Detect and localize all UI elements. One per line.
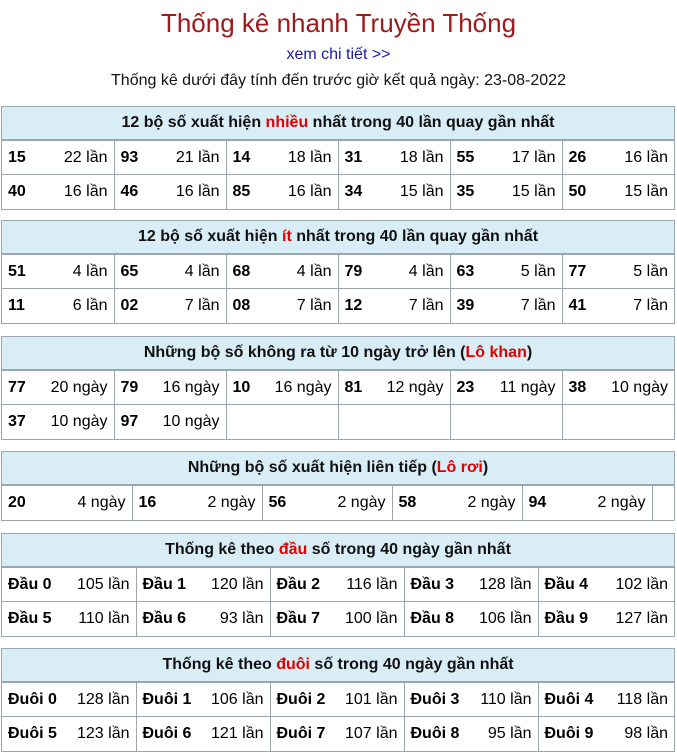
empty-cell: [652, 486, 674, 520]
stat-cell: [404, 568, 538, 602]
stat-count: 2 ngày: [337, 493, 386, 511]
lo-khan-block: [1, 336, 675, 440]
least-frequent-table: [2, 254, 674, 323]
stat-number: 85: [232, 182, 251, 200]
stat-count: 16 lần: [175, 182, 220, 200]
page-title: Thống kê nhanh Truyền Thống: [160, 8, 517, 38]
stat-cell: [450, 141, 562, 175]
stat-number: 08: [232, 296, 251, 314]
table-row: [2, 683, 674, 717]
stat-count: 6 lần: [72, 296, 108, 314]
stat-cell: [226, 175, 338, 209]
stat-cell: [338, 175, 450, 209]
stat-cell: [2, 141, 114, 175]
stat-number: 10: [232, 378, 251, 396]
stat-number: 65: [120, 262, 139, 280]
stat-count: 16 lần: [287, 182, 332, 200]
stat-number: Đuôi 8: [410, 724, 460, 742]
stat-count: 16 ngày: [274, 378, 332, 396]
stat-cell: [404, 683, 538, 717]
stat-number: Đầu 1: [142, 575, 187, 593]
stat-number: 97: [120, 412, 139, 430]
stat-count: 7 lần: [184, 296, 220, 314]
least-frequent-heading: 12 bộ số xuất hiện ít nhất trong 40 lần quay gần nhất: [2, 221, 674, 254]
stat-cell: [538, 717, 674, 751]
stat-count: 15 lần: [399, 182, 444, 200]
lo-roi-heading: Những bộ số xuất hiện liên tiếp (Lô rơi): [2, 452, 674, 485]
stat-number: Đầu 7: [276, 609, 321, 627]
stat-count: 12 ngày: [386, 378, 444, 396]
stat-number: 11: [8, 296, 25, 314]
table-row: [2, 602, 674, 636]
stat-count: 17 lần: [511, 148, 556, 166]
stat-count: 106 lần: [211, 690, 264, 708]
page-subtitle: Thống kê dưới đây tính đến trước giờ kết quả ngày: 23-08-2022: [111, 72, 566, 89]
stat-count: 107 lần: [345, 724, 398, 742]
stat-count: 2 ngày: [207, 493, 256, 511]
dau-stats-heading: Thống kê theo đầu số trong 40 ngày gần nhất: [2, 534, 674, 567]
stat-cell: [136, 683, 270, 717]
stat-number: 41: [568, 296, 587, 314]
stat-count: 7 lần: [408, 296, 444, 314]
stat-cell: [136, 568, 270, 602]
stat-cell: [270, 683, 404, 717]
detail-link[interactable]: xem chi tiết >>: [286, 46, 391, 63]
stat-cell: [2, 405, 114, 439]
stat-cell: [338, 255, 450, 289]
lo-roi-block: [1, 451, 675, 521]
stat-number: 38: [568, 378, 587, 396]
stat-cell: [538, 602, 674, 636]
stat-count: 7 lần: [633, 296, 668, 314]
stat-count: 102 lần: [615, 575, 668, 593]
table-row: [2, 141, 674, 175]
stat-count: 4 lần: [184, 262, 220, 280]
stat-number: 26: [568, 148, 587, 166]
stat-cell: [226, 255, 338, 289]
most-frequent-table: [2, 140, 674, 209]
stat-cell: [392, 486, 522, 520]
stat-number: 20: [8, 493, 26, 511]
stat-count: 5 lần: [520, 262, 556, 280]
stat-number: 37: [8, 412, 26, 430]
stat-cell: [338, 289, 450, 323]
empty-cell: [562, 405, 674, 439]
stat-cell: [338, 371, 450, 405]
stat-cell: [270, 568, 404, 602]
stat-cell: [450, 255, 562, 289]
stat-cell: [538, 683, 674, 717]
stat-count: 105 lần: [77, 575, 130, 593]
stat-count: 15 lần: [511, 182, 556, 200]
stat-count: 22 lần: [63, 148, 108, 166]
stat-number: 39: [456, 296, 475, 314]
stat-count: 21 lần: [175, 148, 220, 166]
stat-cell: [114, 141, 226, 175]
stat-cell: [114, 405, 226, 439]
stat-number: Đuôi 5: [8, 724, 57, 742]
table-row: [2, 717, 674, 751]
stat-cell: [562, 371, 674, 405]
stat-count: 10 ngày: [611, 378, 668, 396]
stat-count: 118 lần: [616, 690, 668, 708]
stat-number: Đuôi 4: [544, 690, 594, 708]
stat-number: 35: [456, 182, 475, 200]
lo-khan-table: [2, 370, 674, 439]
duoi-stats-heading: Thống kê theo đuôi số trong 40 ngày gần nhất: [2, 649, 674, 682]
table-row: [2, 175, 674, 209]
stat-cell: [522, 486, 652, 520]
stat-number: Đầu 0: [8, 575, 52, 593]
duoi-stats-block: [1, 648, 675, 752]
stat-number: Đầu 5: [8, 609, 52, 627]
stat-number: Đuôi 2: [276, 690, 326, 708]
stat-cell: [2, 683, 136, 717]
stat-number: 46: [120, 182, 139, 200]
stat-cell: [114, 175, 226, 209]
stat-number: 16: [138, 493, 157, 511]
stat-number: 15: [8, 148, 26, 166]
stat-number: 79: [120, 378, 139, 396]
stat-number: 34: [344, 182, 363, 200]
stat-count: 11 ngày: [499, 378, 556, 396]
stat-cell: [2, 602, 136, 636]
stat-cell: [114, 371, 226, 405]
most-frequent-heading: 12 bộ số xuất hiện nhiều nhất trong 40 lần quay gần nhất: [2, 107, 674, 140]
stat-cell: [2, 568, 136, 602]
stat-number: 63: [456, 262, 475, 280]
stat-cell: [226, 141, 338, 175]
stat-count: 16 lần: [624, 148, 668, 166]
stat-cell: [136, 602, 270, 636]
stat-count: 123 lần: [77, 724, 130, 742]
stat-number: Đầu 4: [544, 575, 589, 593]
dau-stats-table: [2, 567, 674, 636]
stat-count: 4 lần: [408, 262, 444, 280]
stat-number: 55: [456, 148, 475, 166]
stat-cell: [270, 602, 404, 636]
most-frequent-block: [1, 106, 675, 210]
stat-number: 58: [398, 493, 417, 511]
stat-count: 93 lần: [219, 609, 264, 627]
stat-number: 77: [568, 262, 587, 280]
stat-number: 79: [344, 262, 363, 280]
stat-cell: [2, 486, 132, 520]
stat-number: 02: [120, 296, 139, 314]
stat-count: 116 lần: [346, 575, 398, 593]
stat-number: 68: [232, 262, 251, 280]
stat-cell: [114, 289, 226, 323]
stat-cell: [338, 141, 450, 175]
stat-number: 93: [120, 148, 139, 166]
stat-cell: [450, 175, 562, 209]
stat-cell: [404, 602, 538, 636]
stat-count: 110 lần: [480, 690, 532, 708]
stat-number: 31: [344, 148, 363, 166]
stat-cell: [562, 289, 674, 323]
table-row: [2, 289, 674, 323]
stat-number: Đầu 9: [544, 609, 589, 627]
stat-count: 5 lần: [633, 262, 668, 280]
empty-cell: [226, 405, 338, 439]
stat-number: 12: [344, 296, 363, 314]
stat-count: 4 lần: [72, 262, 108, 280]
stat-number: 40: [8, 182, 26, 200]
stat-number: Đuôi 1: [142, 690, 192, 708]
least-frequent-block: [1, 220, 675, 324]
stat-number: 51: [8, 262, 26, 280]
stat-number: Đuôi 6: [142, 724, 192, 742]
stat-cell: [562, 141, 674, 175]
table-row: [2, 371, 674, 405]
stat-cell: [450, 289, 562, 323]
stat-count: 128 lần: [479, 575, 532, 593]
stat-count: 16 lần: [63, 182, 108, 200]
stat-count: 18 lần: [399, 148, 444, 166]
stat-count: 16 ngày: [162, 378, 220, 396]
stat-number: 81: [344, 378, 363, 396]
stat-count: 4 ngày: [77, 493, 126, 511]
empty-cell: [338, 405, 450, 439]
table-row: [2, 486, 674, 520]
stat-cell: [2, 289, 114, 323]
stat-cell: [132, 486, 262, 520]
stat-number: 50: [568, 182, 587, 200]
stat-count: 2 ngày: [597, 493, 646, 511]
stat-count: 7 lần: [296, 296, 332, 314]
stat-count: 4 lần: [296, 262, 332, 280]
stat-cell: [2, 175, 114, 209]
stat-cell: [2, 371, 114, 405]
stat-count: 127 lần: [615, 609, 668, 627]
table-row: [2, 405, 674, 439]
stat-number: 14: [232, 148, 251, 166]
stat-number: 94: [528, 493, 547, 511]
stat-number: Đầu 8: [410, 609, 455, 627]
lo-khan-heading: Những bộ số không ra từ 10 ngày trở lên (Lô khan): [2, 337, 674, 370]
stat-count: 2 ngày: [467, 493, 516, 511]
stat-count: 128 lần: [77, 690, 130, 708]
table-row: [2, 255, 674, 289]
stat-count: 18 lần: [287, 148, 332, 166]
stat-number: Đuôi 0: [8, 690, 57, 708]
lo-roi-table: [2, 485, 674, 520]
stat-number: Đầu 2: [276, 575, 321, 593]
stat-number: Đầu 3: [410, 575, 455, 593]
stat-cell: [262, 486, 392, 520]
stat-count: 101 lần: [345, 690, 398, 708]
stat-count: 20 ngày: [50, 378, 108, 396]
stat-cell: [404, 717, 538, 751]
stat-number: Đuôi 3: [410, 690, 460, 708]
stat-cell: [270, 717, 404, 751]
stat-count: 15 lần: [624, 182, 668, 200]
stat-count: 120 lần: [211, 575, 264, 593]
stat-cell: [2, 255, 114, 289]
stat-count: 98 lần: [624, 724, 668, 742]
duoi-stats-table: [2, 682, 674, 751]
dau-stats-block: [1, 533, 675, 637]
stat-cell: [136, 717, 270, 751]
stat-cell: [226, 371, 338, 405]
stat-count: 10 ngày: [162, 412, 220, 430]
stat-cell: [114, 255, 226, 289]
stat-count: 106 lần: [479, 609, 532, 627]
table-row: [2, 568, 674, 602]
stat-count: 7 lần: [520, 296, 556, 314]
empty-cell: [450, 405, 562, 439]
stat-count: 95 lần: [487, 724, 532, 742]
stat-number: Đầu 6: [142, 609, 187, 627]
stat-count: 110 lần: [78, 609, 130, 627]
stat-number: 23: [456, 378, 475, 396]
stat-number: Đuôi 7: [276, 724, 326, 742]
stat-count: 100 lần: [345, 609, 398, 627]
stat-number: 56: [268, 493, 287, 511]
stat-number: Đuôi 9: [544, 724, 594, 742]
stat-cell: [562, 255, 674, 289]
stat-number: 77: [8, 378, 26, 396]
stat-count: 10 ngày: [50, 412, 108, 430]
stat-cell: [226, 289, 338, 323]
stat-cell: [562, 175, 674, 209]
stat-count: 121 lần: [211, 724, 264, 742]
stat-cell: [450, 371, 562, 405]
stat-cell: [2, 717, 136, 751]
stat-cell: [538, 568, 674, 602]
